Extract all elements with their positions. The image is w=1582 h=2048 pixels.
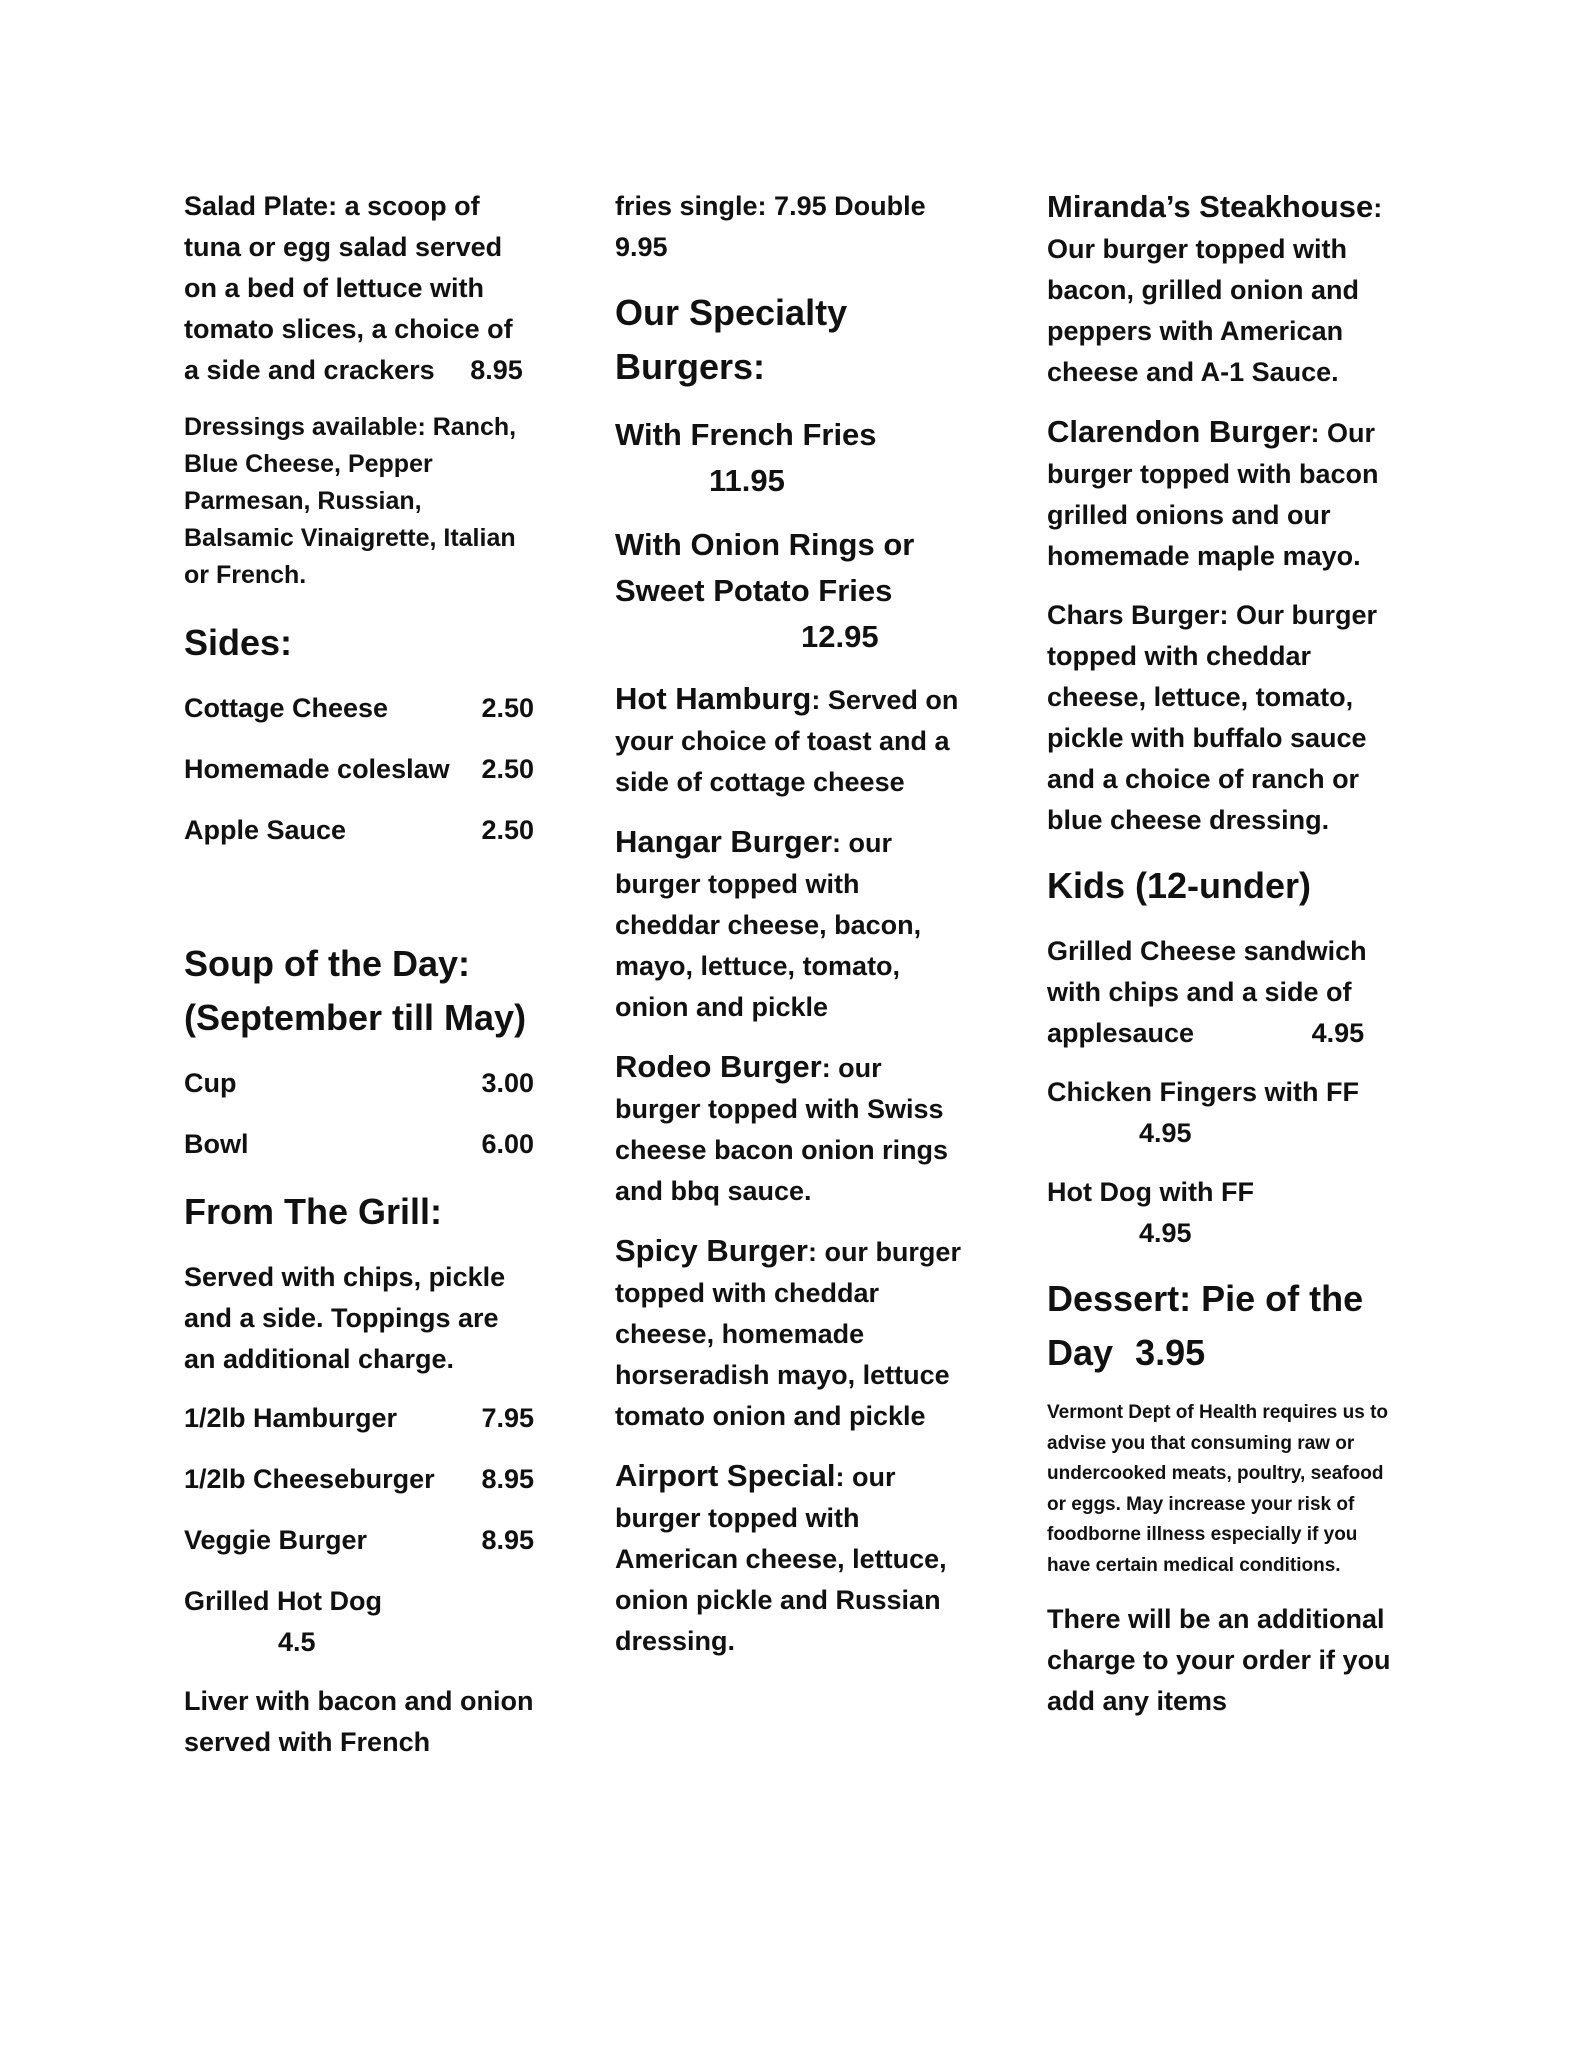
burger-item	[615, 821, 970, 1028]
burger-name: Spicy Burger	[615, 1233, 808, 1268]
menu-column-3	[1047, 186, 1402, 1740]
burger-name: Clarendon Burger	[1047, 414, 1311, 449]
side-price: 2.50	[481, 815, 534, 845]
soup-name: Bowl	[184, 1129, 249, 1159]
burger-desc: : our burger topped with Swiss cheese bacon onion rings and bbq sauce.	[615, 1053, 949, 1206]
additional-charge-note: There will be an additional charge to your order if you add any items	[1047, 1604, 1391, 1716]
salad-plate-text: Salad Plate: a scoop of tuna or egg salad served on a bed of lettuce with tomato slices, a choice of a side and crackers	[184, 191, 513, 385]
with-rings-label: With Onion Rings or Sweet Potato Fries	[615, 527, 915, 608]
dessert-heading	[1047, 1272, 1402, 1380]
burger-item	[615, 1046, 970, 1212]
kids-item-text: Hot Dog with FF	[1047, 1177, 1254, 1207]
burger-item	[615, 1230, 970, 1437]
grill-price: 8.95	[481, 1464, 534, 1494]
burger-name: Hangar Burger	[615, 824, 833, 859]
burger-desc: : our burger topped with cheddar cheese, homemade horseradish mayo, lettuce tomato onion and pickle	[615, 1237, 961, 1431]
grill-price: 7.95	[481, 1403, 534, 1433]
burger-name: Airport Special	[615, 1458, 836, 1493]
soup-name: Cup	[184, 1068, 237, 1098]
dessert-label: Dessert: Pie of the Day	[1047, 1278, 1364, 1373]
liver-item-end: fries single: 7.95 Double 9.95	[615, 191, 926, 262]
hot-dog-name: Grilled Hot Dog	[184, 1586, 382, 1616]
side-price: 2.50	[481, 754, 534, 784]
burger-name: Hot Hamburg	[615, 681, 812, 716]
salad-plate-price: 8.95	[470, 355, 523, 385]
hot-dog-item	[184, 1581, 534, 1663]
dessert-price: 3.95	[1135, 1332, 1206, 1373]
menu-column-1	[184, 186, 534, 1781]
with-fries-label: With French Fries	[615, 417, 877, 452]
side-name: Apple Sauce	[184, 815, 347, 845]
kids-item	[1047, 931, 1402, 1054]
liver-item-start: Liver with bacon and onion served with French	[184, 1686, 534, 1757]
grill-item	[184, 1459, 534, 1499]
with-fries-option	[615, 412, 970, 504]
side-price: 2.50	[481, 693, 534, 723]
health-notice: Vermont Dept of Health requires us to advise you that consuming raw or undercooked meats, poultry, seafood or eggs. May increase your risk of foodborne illness especially if you have certain medical conditions.	[1047, 1402, 1388, 1576]
soup-item	[184, 1063, 534, 1103]
soup-price: 3.00	[481, 1068, 534, 1098]
hot-dog-price: 4.5	[278, 1627, 316, 1657]
burger-name: Rodeo Burger	[615, 1049, 822, 1084]
grill-price: 8.95	[481, 1525, 534, 1555]
kids-item	[1047, 1172, 1402, 1254]
burger-desc: : our burger topped with American cheese, lettuce, onion pickle and Russian dressing.	[615, 1462, 947, 1656]
kids-item-text: Chicken Fingers with FF	[1047, 1077, 1360, 1107]
kids-item-price: 4.95	[1311, 1018, 1365, 1048]
menu-column-2	[615, 186, 970, 1680]
burger-desc: : Served on your choice of toast and a side of cottage cheese	[615, 685, 959, 797]
soup-heading: Soup of the Day: (September till May)	[184, 943, 527, 1038]
burger-item	[1047, 186, 1402, 393]
grill-name: 1/2lb Hamburger	[184, 1403, 398, 1433]
grill-name: 1/2lb Cheeseburger	[184, 1464, 435, 1494]
burger-item	[615, 678, 970, 803]
burger-name: Miranda’s Steakhouse	[1047, 189, 1374, 224]
chars-burger-item: Chars Burger: Our burger topped with cheddar cheese, lettuce, tomato, pickle with buffalo sauce and a choice of ranch or blue cheese dressing.	[1047, 600, 1378, 835]
grill-item	[184, 1398, 534, 1438]
grill-heading: From The Grill:	[184, 1191, 443, 1232]
spacer	[184, 871, 534, 923]
kids-item-price: 4.95	[1139, 1218, 1192, 1248]
burger-item	[1047, 411, 1402, 577]
dressings-note: Dressings available: Ranch, Blue Cheese, Pepper Parmesan, Russian, Balsamic Vinaigrette, Italian or French.	[184, 413, 517, 589]
sides-heading: Sides:	[184, 622, 293, 663]
side-item	[184, 749, 534, 789]
kids-item-text: Grilled Cheese sandwich with chips and a side of applesauce	[1047, 936, 1367, 1048]
side-item	[184, 810, 534, 850]
with-rings-option	[615, 522, 970, 660]
kids-item-price: 4.95	[1139, 1118, 1192, 1148]
burger-desc: : Our burger topped with bacon, grilled onion and peppers with American cheese and A-1 Sauce.	[1047, 193, 1383, 387]
soup-price: 6.00	[481, 1129, 534, 1159]
side-name: Homemade coleslaw	[184, 754, 450, 784]
burger-item	[615, 1455, 970, 1662]
grill-note: Served with chips, pickle and a side. Toppings are an additional charge.	[184, 1262, 506, 1374]
grill-item	[184, 1520, 534, 1560]
burger-desc: : our burger topped with cheddar cheese, bacon, mayo, lettuce, tomato, onion and pickle	[615, 828, 922, 1022]
specialty-heading: Our Specialty Burgers:	[615, 292, 848, 387]
salad-plate-item	[184, 186, 534, 391]
with-rings-price: 12.95	[801, 619, 879, 654]
with-fries-price: 11.95	[709, 463, 785, 498]
kids-heading: Kids (12-under)	[1047, 865, 1312, 906]
kids-item	[1047, 1072, 1402, 1154]
side-name: Cottage Cheese	[184, 693, 389, 723]
grill-name: Veggie Burger	[184, 1525, 368, 1555]
soup-item	[184, 1124, 534, 1164]
burger-desc: : Our burger topped with bacon grilled onions and our homemade maple mayo.	[1047, 418, 1379, 571]
side-item	[184, 688, 534, 728]
